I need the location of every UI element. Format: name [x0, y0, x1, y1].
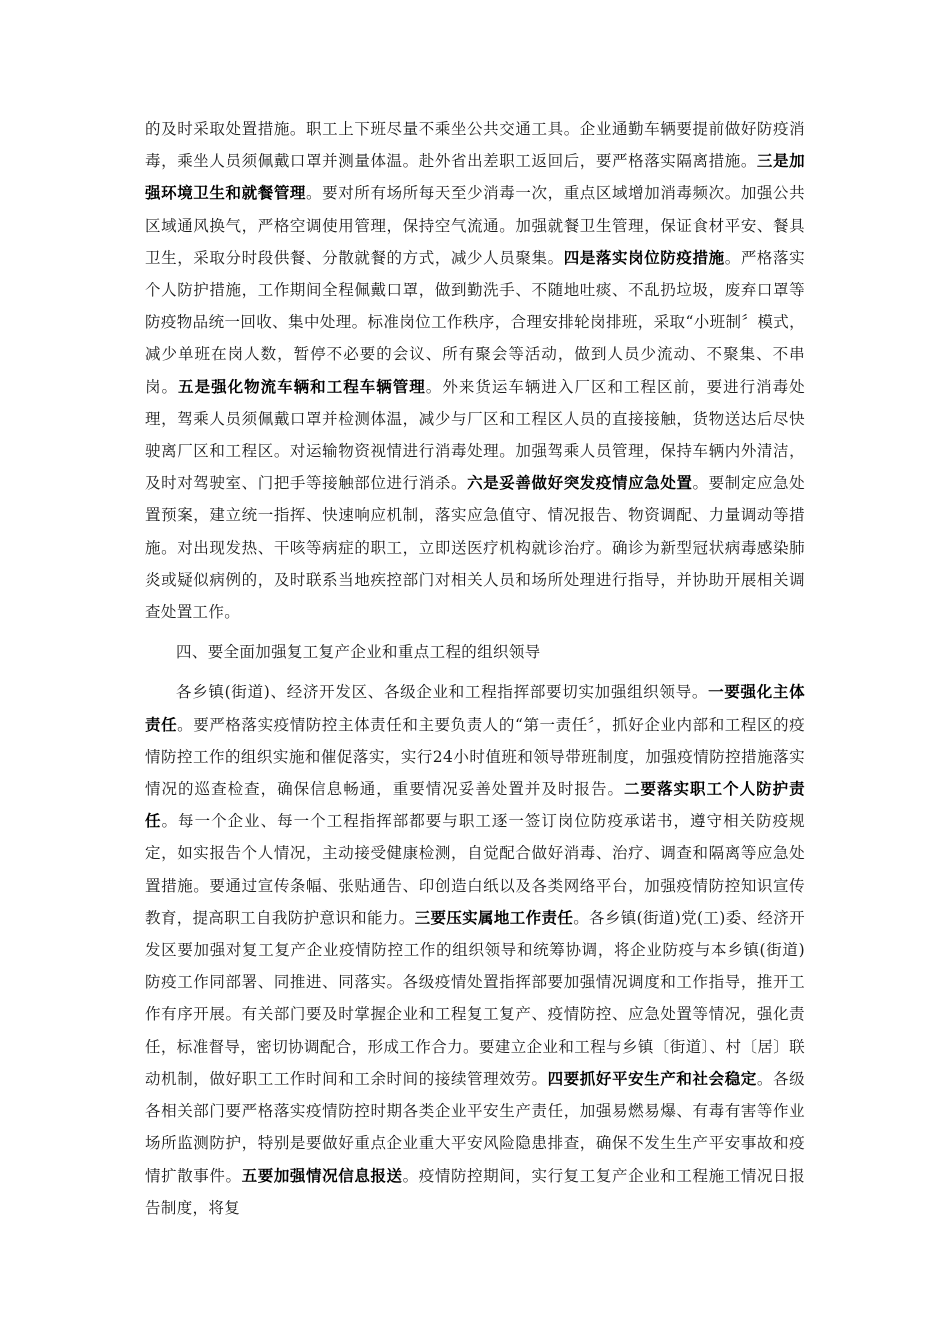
text-run: 。每一个企业、每一个工程指挥部都要与职工逐一签订岗位防疫承诺书，遵守相关防疫规定，如实报告个人情况，主动接受健康检测，自觉配合做好消毒、治疗、调查和隔离等应急处置措施。要通过宣传条幅、张贴通告、印创造白纸以及各类网络平台，加强疫情防控知识宣传教育，提高职工自我防护意识和能力。: [145, 812, 806, 927]
bold-point-6: 六是妥善做好突发疫情应急处置: [467, 473, 693, 493]
text-run: 。严格落实个人防护措施，工作期间全程佩戴口罩，做到勤洗手、不随地吐痰、不乱扔垃圾，废弃口罩等防疫物品统一回收、集中处理。标准岗位工作秩序，合理安排轮岗排班，采取“小班制〞模式，减少单班在岗人数，暂停不必要的会议、所有聚会等活动，做到人员少流动、不聚集、不串岗。: [145, 248, 805, 396]
text-run: 的及时采取处置措施。职工上下班尽量不乘坐公共交通工具。企业通勤车辆要提前做好防疫消毒，乘坐人员须佩戴口罩并测量体温。赴外省出差职工返回后，要严格落实隔离措施。: [145, 120, 805, 171]
text-run: 。要严格落实疫情防控主体责任和主要负责人的“第一责任〞，抓好企业内部和工程区的疫情防控工作的组织实施和催促落实，实行24小时值班和领导带班制度，加强疫情防控措施落实情况的巡查检查，确保信息畅通，重要情况妥善处置并及时报告。: [145, 715, 805, 799]
bold-point-4: 四是落实岗位防疫措施: [563, 247, 725, 267]
bold-point-4: 四要抓好平安生产和社会稳定: [547, 1068, 757, 1088]
section-heading: 四、要全面加强复工复产企业和重点工程的组织领导: [176, 643, 541, 662]
bold-point-1: 一要强化主体责任: [145, 682, 805, 734]
text-run: 。要制定应急处置预案，建立统一指挥、快速响应机制，落实应急值守、情况报告、物资调配、力量调动等措施。对出现发热、干咳等病症的职工，立即送医疗机构就诊治疗。确诊为新型冠状病毒感染肺炎或疑似病例的，及时联系当地疾控部门对相关人员和场所处理进行指导，并协助开展相关调查处置工作。: [145, 474, 806, 622]
bold-point-3: 三要压实属地工作责任: [414, 907, 574, 927]
bold-point-2: 二要落实职工个人防护责任: [145, 779, 805, 831]
bold-point-5: 五是强化物流车辆和工程车辆管理: [178, 376, 426, 396]
bold-point-3: 三是加强环境卫生和就餐管理: [145, 151, 805, 203]
text-run: 。外来货运车辆进入厂区和工程区前，要进行消毒处理，驾乘人员须佩戴口罩并检测体温，减少与厂区和工程区人员的直接接触，货物送达后尽快驶离厂区和工程区。对运输物资视情进行消毒处理。加强驾乘人员管理，保持车辆内外清洁，及时对驾驶室、门把手等接触部位进行消杀。: [145, 377, 805, 493]
bold-point-5: 五要加强情况信息报送: [241, 1165, 403, 1185]
paragraph-epidemic-measures: [145, 113, 805, 628]
text-run: 。要对所有场所每天至少消毒一次，重点区域增加消毒频次。加强公共区域通风换气，严格空调使用管理，保持空气流通。加强就餐卫生管理，保证食材平安、餐具卫生，采取分时段供餐、分散就餐的方式，减少人员聚集。: [145, 184, 805, 267]
text-run: 各乡镇(街道)、经济开发区、各级企业和工程指挥部要切实加强组织领导。: [176, 683, 709, 702]
paragraph-organization-leadership: [145, 676, 805, 1223]
document-page: [145, 113, 805, 1224]
text-run: 。各级各相关部门要严格落实疫情防控时期各类企业平安生产责任，加强易燃易爆、有毒有害等作业场所监测防护，特别是要做好重点企业重大平安风险隐患排查，确保不发生生产平安事故和疫情扩散事件。: [145, 1069, 805, 1185]
text-run: 。疫情防控期间，实行复工复产企业和工程施工情况日报告制度，将复: [145, 1166, 805, 1217]
text-run: 。各乡镇(街道)党(工)委、经济开发区要加强对复工复产企业疫情防控工作的组织领导和统筹协调，将企业防疫与本乡镇(街道)防疫工作同部署、同推进、同落实。各级疫情处置指挥部要加强情况调度和工作指导，推开工作有序开展。有关部门要及时掌握企业和工程复工复产、疫情防控、应急处置等情况，强化责任，标准督导，密切协调配合，形成工作合力。要建立企业和工程与乡镇〔街道〕、村〔居〕联动机制，做好职工工作时间和工余时间的接续管理效劳。: [145, 908, 805, 1088]
